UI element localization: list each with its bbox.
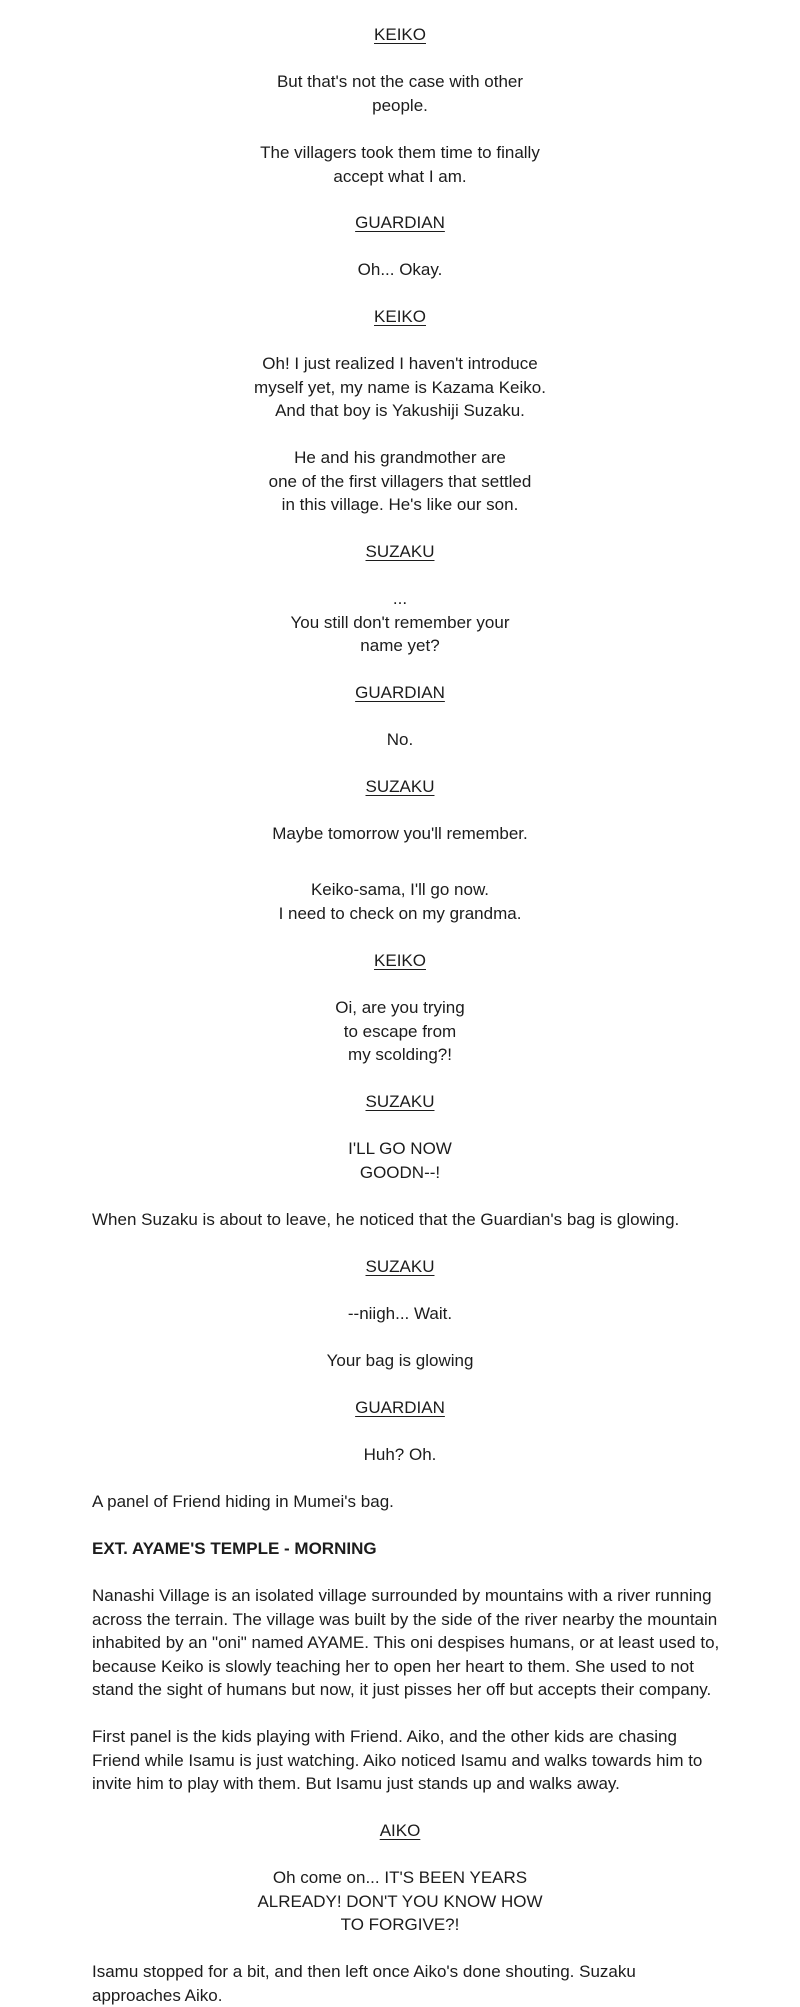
dialogue: I'LL GO NOW GOODN--! [348, 1139, 452, 1182]
character-name-keiko: KEIKO [374, 307, 426, 326]
dialogue: Maybe tomorrow you'll remember. [272, 824, 528, 843]
character-name-keiko: KEIKO [374, 951, 426, 970]
dialogue: Your bag is glowing [326, 1351, 474, 1370]
scene-heading: EXT. AYAME'S TEMPLE - MORNING [92, 1539, 377, 1558]
action-paragraph: Isamu stopped for a bit, and then left once Aiko's done shouting. Suzaku approaches Aiko. [92, 1962, 636, 2005]
dialogue: Huh? Oh. [363, 1445, 437, 1464]
action-line: A panel of Friend hiding in Mumei's bag. [92, 1492, 394, 1511]
dialogue: The villagers took them time to finally accept what I am. [260, 143, 540, 186]
dialogue: But that's not the case with other people. [276, 72, 524, 115]
dialogue: Oh come on... IT'S BEEN YEARS ALREADY! DON'T YOU KNOW HOW TO FORGIVE?! [257, 1868, 543, 1934]
character-name-aiko: AIKO [379, 1821, 421, 1840]
action-paragraph: Nanashi Village is an isolated village surrounded by mountains with a river running across the terrain. The village was built by the side of the river nearby the mountain inhabited by an "oni" named AYAME. This oni despises humans, or at least used to, because Keiko is slowly teaching her to open her heart to them. She used to not stand the sight of humans but now, it just pisses her off but accepts their company. [92, 1586, 720, 1699]
action-paragraph: First panel is the kids playing with Friend. Aiko, and the other kids are chasing Friend while Isamu is just watching. Aiko noticed Isamu and walks towards him to invite him to play with them. But Isamu just stands up and walks away. [92, 1727, 703, 1793]
character-name-guardian: GUARDIAN [355, 1398, 445, 1417]
dialogue: ... You still don't remember your name yet? [290, 589, 510, 655]
character-name-suzaku: SUZAKU [365, 1257, 435, 1276]
dialogue: He and his grandmother are one of the first villagers that settled in this village. He's like our son. [268, 448, 532, 514]
dialogue: Oh! I just realized I haven't introduce myself yet, my name is Kazama Keiko. And that boy is Yakushiji Suzaku. [254, 354, 546, 420]
dialogue: Keiko-sama, I'll go now. I need to check on my grandma. [278, 880, 522, 923]
dialogue: No. [386, 730, 414, 749]
dialogue: Oi, are you trying to escape from my scolding?! [335, 998, 465, 1064]
character-name-guardian: GUARDIAN [355, 213, 445, 232]
character-name-keiko: KEIKO [374, 25, 426, 44]
dialogue: Oh... Okay. [357, 260, 443, 279]
character-name-suzaku: SUZAKU [365, 1092, 435, 1111]
action-line: When Suzaku is about to leave, he noticed that the Guardian's bag is glowing. [92, 1210, 680, 1229]
character-name-suzaku: SUZAKU [365, 777, 435, 796]
character-name-suzaku: SUZAKU [365, 542, 435, 561]
character-name-guardian: GUARDIAN [355, 683, 445, 702]
dialogue: --niigh... Wait. [347, 1304, 453, 1323]
